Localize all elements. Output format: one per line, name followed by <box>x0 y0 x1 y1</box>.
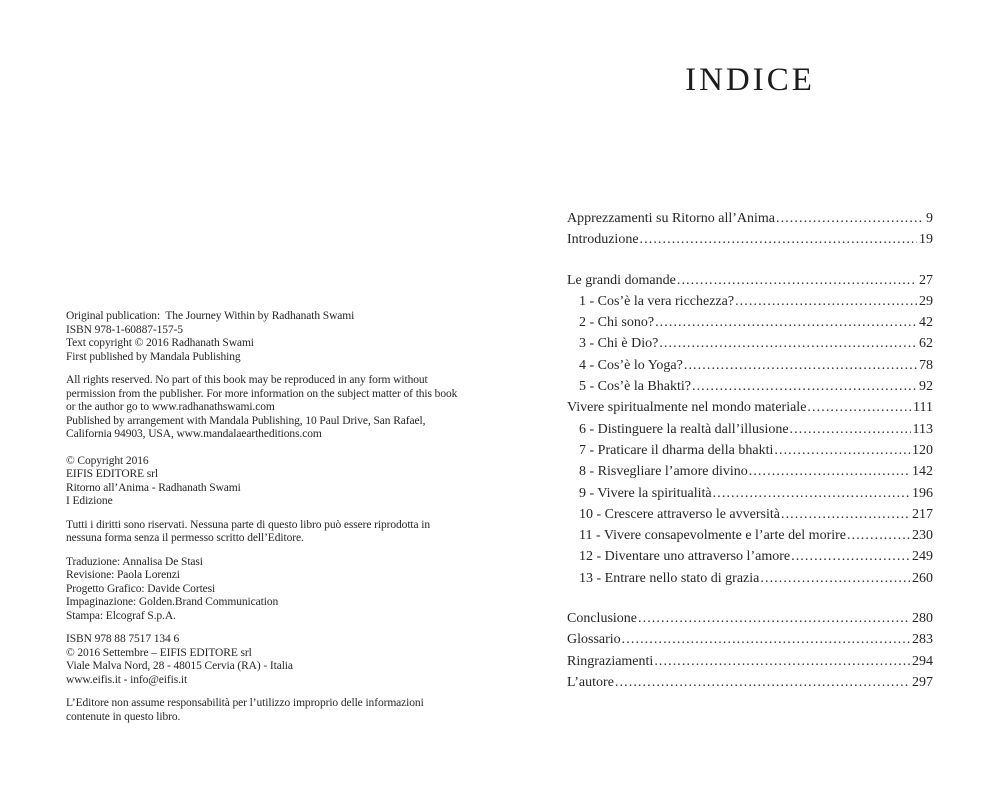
dot-leader <box>655 312 917 333</box>
toc-entry-label: Le grandi domande <box>567 272 676 288</box>
colophon-line: EIFIS EDITORE srl <box>66 468 159 480</box>
toc-entry-page-number: 217 <box>912 506 933 522</box>
toc-entry-label: 9 - Vivere la spiritualità <box>579 485 712 501</box>
toc-entry-label: 5 - Cos’è la Bhakti? <box>579 379 691 395</box>
toc-entry-page-number: 297 <box>912 674 933 690</box>
toc-entry-label: 7 - Praticare il dharma della bhakti <box>579 442 774 458</box>
colophon-page <box>66 310 458 734</box>
colophon-line: Original publication: The Journey Within by Radhanath Swami <box>66 310 355 322</box>
colophon-line: Text copyright © 2016 Radhanath Swami <box>66 337 254 349</box>
colophon-line: Revisione: Paola Lorenzi <box>66 569 180 581</box>
colophon-line: Viale Malva Nord, 28 - 48015 Cervia (RA) - Italia <box>66 660 293 672</box>
toc-entry-label: Glossario <box>567 632 621 648</box>
toc-entry-label: Ringraziamenti <box>567 653 654 669</box>
colophon-line: © Copyright 2016 <box>66 454 149 467</box>
colophon-line: All rights reserved. No part of this book may be reproduced in any form without <box>66 374 428 386</box>
toc-entry-page-number: 111 <box>913 400 933 416</box>
dot-leader <box>692 376 917 397</box>
toc-entry <box>567 312 933 333</box>
toc-entry <box>567 419 933 440</box>
dot-leader <box>735 291 917 312</box>
toc-entry-label: 12 - Diventare uno attraverso l’amore <box>579 549 791 565</box>
colophon-line: contenute in questo libro. <box>66 710 181 723</box>
colophon-line: Published by arrangement with Mandala Publishing, 10 Paul Drive, San Rafael, <box>66 414 426 427</box>
toc-entry-label: 3 - Chi è Dio? <box>579 336 659 352</box>
toc-entry <box>567 672 933 693</box>
toc-entry-label: Introduzione <box>567 232 639 248</box>
toc-entry-label: 11 - Vivere consapevolmente e l’arte del morire <box>579 528 846 544</box>
toc-entry <box>567 525 933 546</box>
toc-entry <box>567 629 933 650</box>
toc-entry-page-number: 78 <box>919 357 933 373</box>
dot-leader <box>677 270 917 291</box>
toc-entry-page-number: 42 <box>919 315 933 331</box>
colophon-line: or the author go to www.radhanathswami.com <box>66 401 275 413</box>
colophon-line: Stampa: Elcograf S.p.A. <box>66 609 176 622</box>
toc-entry-label: 6 - Distinguere la realtà dall’illusione <box>579 421 789 437</box>
toc-entry <box>567 483 933 504</box>
toc-entry-page-number: 294 <box>912 653 933 669</box>
toc-entry <box>567 504 933 525</box>
toc-entry-page-number: 92 <box>919 379 933 395</box>
dot-leader <box>659 333 917 354</box>
toc-entry-page-number: 283 <box>912 632 933 648</box>
dot-leader <box>760 568 910 589</box>
colophon-line: ISBN 978-1-60887-157-5 <box>66 323 183 336</box>
toc-entry-page-number: 142 <box>912 464 933 480</box>
dot-leader <box>776 208 924 229</box>
toc-entry <box>567 397 933 418</box>
toc-entry-page-number: 120 <box>912 442 933 458</box>
dot-leader <box>791 546 910 567</box>
dot-leader <box>615 672 910 693</box>
colophon-line: First published by Mandala Publishing <box>66 350 241 363</box>
dot-leader <box>774 440 910 461</box>
toc-entry-label: 4 - Cos’è lo Yoga? <box>579 357 683 373</box>
toc-entry <box>567 229 933 250</box>
colophon-line: www.eifis.it - info@eifis.it <box>66 673 188 686</box>
toc-entry-page-number: 113 <box>912 421 933 437</box>
toc-entry-page-number: 280 <box>912 611 933 627</box>
colophon-paragraph <box>66 374 458 442</box>
dot-leader <box>684 355 917 376</box>
toc-entry-page-number: 249 <box>912 549 933 565</box>
colophon-paragraph <box>66 455 458 509</box>
toc-title: INDICE <box>685 62 815 98</box>
dot-leader <box>654 651 910 672</box>
colophon-line: I Edizione <box>66 495 113 507</box>
colophon-line: Traduzione: Annalisa De Stasi <box>66 555 203 568</box>
dot-leader <box>847 525 910 546</box>
toc-entry-page-number: 230 <box>912 528 933 544</box>
toc-entry <box>567 568 933 589</box>
toc-entry-label: Apprezzamenti su Ritorno all’Anima <box>567 211 775 226</box>
toc-entry-label: 10 - Crescere attraverso le avversità <box>579 506 780 522</box>
dot-leader <box>790 419 911 440</box>
toc-entry <box>567 440 933 461</box>
dot-leader <box>807 397 911 418</box>
toc-entry-label: 8 - Risvegliare l’amore divino <box>579 464 748 480</box>
toc-entry <box>567 333 933 354</box>
colophon-line: ISBN 978 88 7517 134 6 <box>66 633 180 645</box>
toc-entry <box>567 546 933 567</box>
toc-entry-label: 1 - Cos’è la vera ricchezza? <box>579 293 735 309</box>
dot-leader <box>713 483 910 504</box>
toc-entry-label: 2 - Chi sono? <box>579 315 655 331</box>
dot-leader <box>638 608 910 629</box>
colophon-line: Progetto Grafico: Davide Cortesi <box>66 582 216 595</box>
toc-entry-page-number: 9 <box>926 211 933 226</box>
dot-leader <box>640 229 917 250</box>
toc-entry-label: 13 - Entrare nello stato di grazia <box>579 570 760 586</box>
colophon-line: L’Editore non assume responsabilità per l’utilizzo improprio delle informazioni <box>66 697 424 709</box>
colophon-line: nessuna forma senza il permesso scritto dell’Editore. <box>66 532 304 544</box>
toc-entry <box>567 651 933 672</box>
dot-leader <box>622 629 910 650</box>
toc-entry-page-number: 19 <box>919 232 933 248</box>
toc-entry-page-number: 27 <box>919 272 933 288</box>
colophon-paragraph <box>66 519 458 546</box>
toc-entry <box>567 376 933 397</box>
colophon-line: Ritorno all’Anima - Radhanath Swami <box>66 481 241 494</box>
toc-entry <box>567 270 933 291</box>
toc-entry <box>567 291 933 312</box>
toc-entry-page-number: 260 <box>912 570 933 586</box>
toc-entry <box>567 208 933 229</box>
colophon-paragraph <box>66 633 458 687</box>
colophon-paragraph <box>66 697 458 724</box>
toc-entry <box>567 461 933 482</box>
toc-entry <box>567 355 933 376</box>
toc-entry-page-number: 62 <box>919 336 933 352</box>
colophon-line: © 2016 Settembre – EIFIS EDITORE srl <box>66 646 252 659</box>
toc-entry-label: Vivere spiritualmente nel mondo materiale <box>567 400 807 416</box>
colophon-paragraph <box>66 556 458 624</box>
toc-entry-label: L’autore <box>567 674 614 690</box>
toc-entry-page-number: 196 <box>912 485 933 501</box>
colophon-line: California 94903, USA, www.mandalaeartheditions.com <box>66 428 322 440</box>
colophon-line: Tutti i diritti sono riservati. Nessuna parte di questo libro può essere riprodotta in <box>66 518 431 531</box>
toc-entry-page-number: 29 <box>919 293 933 309</box>
colophon-line: permission from the publisher. For more information on the subject matter of this book <box>66 387 458 400</box>
toc-entry <box>567 608 933 629</box>
dot-leader <box>749 461 910 482</box>
toc-entry-label: Conclusione <box>567 611 637 627</box>
colophon-paragraph <box>66 310 458 364</box>
colophon-line: Impaginazione: Golden.Brand Communication <box>66 596 279 608</box>
dot-leader <box>781 504 910 525</box>
toc-list <box>567 208 933 693</box>
